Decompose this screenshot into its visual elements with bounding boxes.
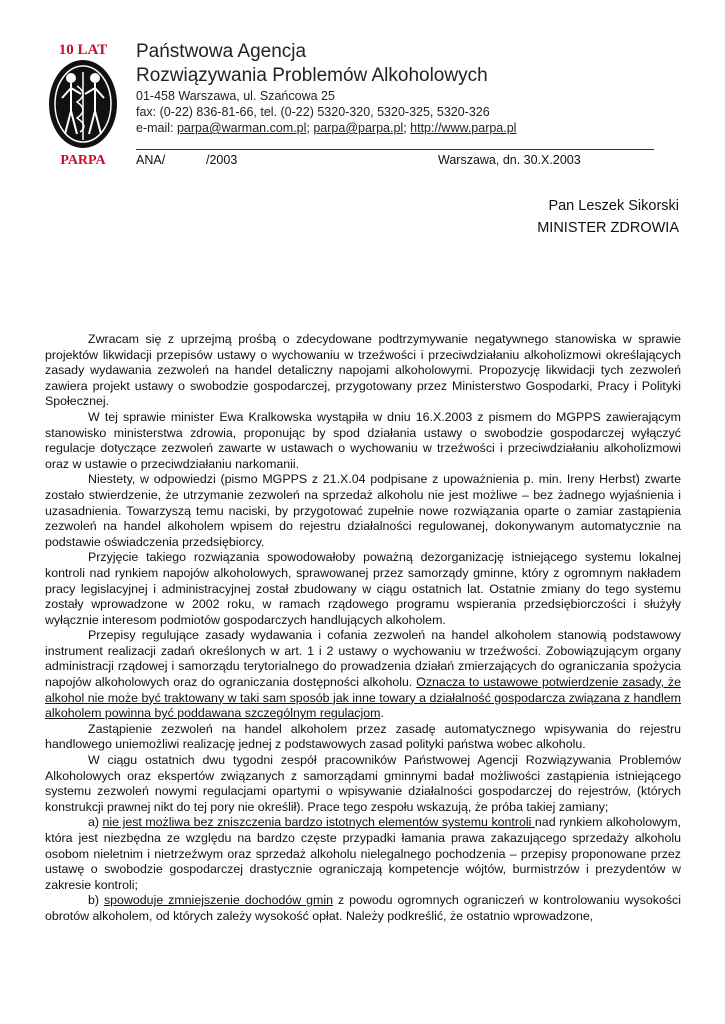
agency-name-line1: Państwowa Agencja <box>136 41 307 62</box>
logo-bottom-text: PARPA <box>60 153 106 168</box>
point-a-underlined: nie jest możliwa bez zniszczenia bardzo istotnych elementów systemu kontroli <box>102 815 535 830</box>
agency-phones: fax: (0-22) 836-81-66, tel. (0-22) 5320-320, 5320-325, 5320-326 <box>136 105 490 119</box>
agency-name-line2: Rozwiązywania Problemów Alkoholowych <box>136 65 488 86</box>
addressee-title: MINISTER ZDROWIA <box>537 220 679 236</box>
point-a <box>45 815 681 893</box>
paragraph-4: Przyjęcie takiego rozwiązania spowodowałoby poważną dezorganizację istniejącego systemu lokalnej kontroli nad rynkiem napojów alkoholowych, sprawowanej przez samorządy gminne, który z ogromnym nakładem pracy legislacyjnej i administracyjnej został zbudowany w ciągu ostatnich lat. Ostatnie zmiany do tego systemu zostały wprowadzone w 2002 roku, w ramach rządowego programu wspierania przedsiębiorczości i służyły wyłącznie interesom podmiotów gospodarczych handlujących alkoholem. <box>45 550 681 627</box>
email-label: e-mail: <box>136 121 177 135</box>
place-and-date: Warszawa, dn. 30.X.2003 <box>438 153 581 167</box>
point-b-underlined: spowoduje zmniejszenie dochodów gmin <box>103 893 334 908</box>
email-link-parpa[interactable]: parpa@parpa.pl <box>313 121 404 135</box>
paragraph-5-end: . <box>380 706 384 721</box>
agency-address: 01-458 Warszawa, ul. Szańcowa 25 <box>136 89 335 103</box>
paragraph-2: W tej sprawie minister Ewa Kralkowska wystąpiła w dniu 16.X.2003 z pismem do MGPPS zawierającym stanowisko ministerstwa zdrowia, proponując by spod działania ustawy o swobodzie gospodarczej wyłączyć regulacje dotyczące zezwoleń zawarte w ustawach o wychowaniu w trzeźwości i przeciwdziałaniu alkoholizmowi oraz w ustawie o przeciwdziałaniu narkomanii. <box>45 409 681 471</box>
point-a-label: a) <box>88 815 103 830</box>
paragraph-1: Zwracam się z uprzejmą prośbą o zdecydowane podtrzymywanie negatywnego stanowiska w sprawie projektów likwidacji przepisów ustawy o wychowaniu w trzeźwości i przeciwdziałaniu alkoholizmowi określających zasady wydawania zezwoleń na handel detaliczny napojami alkoholowymi. Propozycję likwidacji tych zezwoleń zawiera projekt ustawy o swobodzie gospodarczej, przygotowany przez Ministerstwo Gospodarki, Pracy i Polityki Społecznej. <box>45 332 681 409</box>
website-link[interactable]: http://www.parpa.pl <box>410 121 517 135</box>
paragraph-7: W ciągu ostatnich dwu tygodni zespół pracowników Państwowej Agencji Rozwiązywania Problemów Alkoholowych oraz ekspertów związanych z samorządami gminnymi badał możliwości zastąpienia istniejącego systemu zezwoleń nowymi regulacjami opartymi o wpisywanie działalności gospodarczej do rejestrów, (których konstrukcji prawnej nikt do tej pory nie określił). Prace tego zespołu wskazują, że próba takiej zamiany; <box>45 753 681 814</box>
addressee-name: Pan Leszek Sikorski <box>548 198 679 214</box>
reference-number: /2003 <box>206 153 238 167</box>
point-a-text: nad rynkiem alkoholowym, która jest niezbędna ze względu na bardzo częste przypadki łamania prawa zakazującego sprzedaży alkoholu osobom nieletnim i nietrzeźwym oraz sprzedaż alkoholu nielegalnego pochodzenia – przepisy proponowane przez ustawę o swobodzie gospodarczej drastycznie ograniczają kompetencje wójtów, burmistrzów i prezydentów w zakresie kontroli; <box>45 815 682 892</box>
email-separator-1: ; <box>306 121 314 135</box>
point-b-text: z powodu ogromnych ograniczeń w kontrolowaniu wysokości obrotów alkoholem, od których zależy wysokość opłat. Należy podkreślić, że ostatnio wprowadzone, <box>45 893 681 923</box>
email-link-warman[interactable]: parpa@warman.com.pl <box>176 121 307 135</box>
paragraph-3: Niestety, w odpowiedzi (pismo MGPPS z 21.X.04 podpisane z upoważnienia p. min. Ireny Herbst) zwarte zostało stwierdzenie, że utrzymanie zezwoleń na sprzedaż alkoholu nie jest możliwe – bez żadnego wyjaśnienia i uzasadnienia. Towarzyszą temu naciski, by przygotować zupełnie nowe rozwiązania oparte o zamiar zastąpienia zezwoleń na handel alkoholem wpisem do rejestru działalności regulowanej, dokonywanym automatycznie na podstawie oświadczenia przedsiębiorcy. <box>45 472 681 549</box>
agency-email-line <box>136 120 516 136</box>
logo-top-text: 10 LAT <box>58 42 108 58</box>
reference-prefix: ANA/ <box>136 153 166 167</box>
paragraph-5-text: Przepisy regulujące zasady wydawania i cofania zezwoleń na handel alkoholem stanowią podstawowy instrument realizacji zadań określonych w art. 1 i 2 ustawy o wychowaniu w trzeźwości. Zobowiązującym organy administracji rządowej i samorządu terytorialnego do prowadzenia działań zmierzających do ograniczania spożycia napojów alkoholowych oraz do ograniczania dostępności alkoholu. <box>45 628 681 690</box>
paragraph-5-underlined: Oznacza to ustawowe potwierdzenie zasady, że alkohol nie może być traktowany w taki sam sposób jak inne towary a działalność gospodarcza związana z handlem alkoholem powinna być poddawana szczególnym regulacjom <box>45 675 681 721</box>
point-b-label: b) <box>88 893 104 908</box>
letter-body <box>45 332 681 925</box>
point-b <box>45 893 681 924</box>
email-separator-2: ; <box>403 121 411 135</box>
paragraph-6: Zastąpienie zezwoleń na handel alkoholem przez zasadę automatycznego wpisywania do rejestru handlowego uniemożliwi realizację jednej z podstawowych zasad polityki państwa wobec alkoholu. <box>45 721 681 752</box>
header-divider <box>136 149 654 150</box>
parpa-10-lat-logo <box>44 36 122 168</box>
paragraph-5 <box>45 628 681 722</box>
